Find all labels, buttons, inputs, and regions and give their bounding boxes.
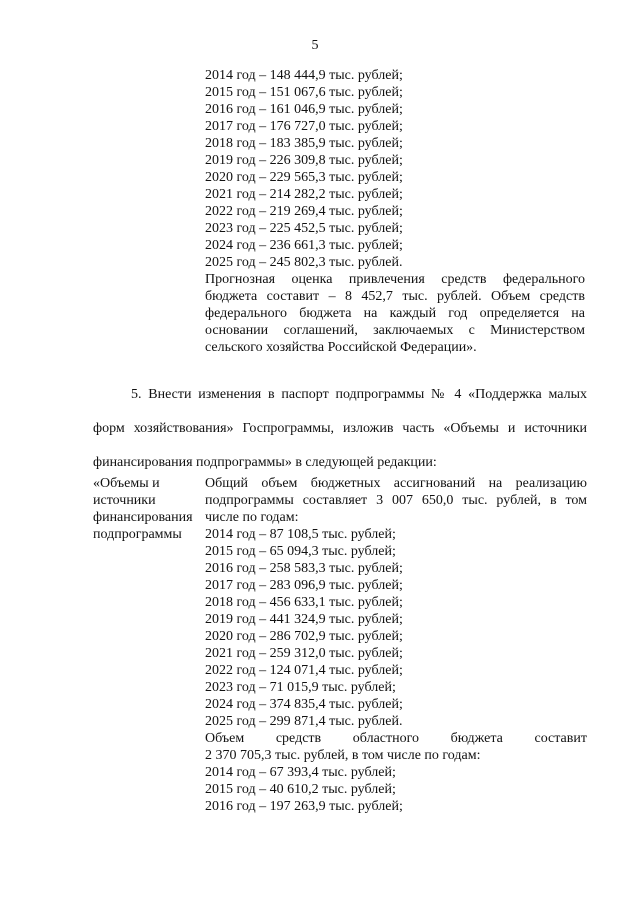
paragraph-line: 5. Внести изменения в паспорт подпрограммы № 4 «Поддержка малых [131, 387, 587, 402]
year-line: 2021 год – 214 282,2 тыс. рублей; [205, 187, 403, 202]
item-5-paragraph [93, 386, 587, 471]
intro-line: числе по годам: [205, 510, 299, 525]
year-line: 2016 год – 161 046,9 тыс. рублей; [205, 102, 403, 117]
page-number: 5 [311, 38, 319, 53]
year-line: 2020 год – 229 565,3 тыс. рублей; [205, 170, 403, 185]
year-line: 2017 год – 176 727,0 тыс. рублей; [205, 119, 403, 134]
year-line: 2022 год – 124 071,4 тыс. рублей; [205, 663, 403, 678]
federal-budget-paragraph [205, 271, 585, 356]
year-line: 2014 год – 148 444,9 тыс. рублей; [205, 68, 403, 83]
year-line: 2016 год – 258 583,3 тыс. рублей; [205, 561, 403, 576]
passport-label [93, 475, 201, 543]
year-line: 2024 год – 374 835,4 тыс. рублей; [205, 697, 403, 712]
year-line: 2016 год – 197 263,9 тыс. рублей; [205, 799, 403, 814]
label-line: подпрограммы [93, 527, 182, 542]
intro-line: Общий объем бюджетных ассигнований на реализацию [205, 476, 587, 491]
year-line: 2024 год – 236 661,3 тыс. рублей; [205, 238, 403, 253]
paragraph-line: форм хозяйствования» Госпрограммы, изложив часть «Объемы и источники [93, 421, 587, 436]
year-line: 2018 год – 183 385,9 тыс. рублей; [205, 136, 403, 151]
year-line: 2015 год – 151 067,6 тыс. рублей; [205, 85, 403, 100]
federal-funding-continuation [205, 67, 585, 356]
paragraph-line: Прогнозная оценка привлечения средств федерального [205, 272, 585, 287]
regional-line: 2 370 705,3 тыс. рублей, в том числе по годам: [205, 748, 481, 763]
year-line: 2018 год – 456 633,1 тыс. рублей; [205, 595, 403, 610]
year-line: 2019 год – 226 309,8 тыс. рублей; [205, 153, 403, 168]
year-line: 2025 год – 245 802,3 тыс. рублей. [205, 255, 403, 270]
year-line: 2014 год – 67 393,4 тыс. рублей; [205, 765, 396, 780]
label-line: источники [93, 493, 156, 508]
label-line: «Объемы и [93, 476, 160, 491]
regional-line: Объем средств областного бюджета составит [205, 731, 587, 746]
year-line: 2023 год – 71 015,9 тыс. рублей; [205, 680, 396, 695]
paragraph-line: финансирования подпрограммы» в следующей редакции: [93, 455, 437, 470]
year-line: 2020 год – 286 702,9 тыс. рублей; [205, 629, 403, 644]
paragraph-line: основании соглашений, заключаемых с Министерством [205, 323, 585, 338]
paragraph-line: бюджета составит – 8 452,7 тыс. рублей. Объем средств [205, 289, 585, 304]
year-line: 2015 год – 65 094,3 тыс. рублей; [205, 544, 396, 559]
passport-body [205, 475, 587, 815]
year-line: 2019 год – 441 324,9 тыс. рублей; [205, 612, 403, 627]
paragraph-line: сельского хозяйства Российской Федерации». [205, 340, 477, 355]
year-line: 2021 год – 259 312,0 тыс. рублей; [205, 646, 403, 661]
year-line: 2017 год – 283 096,9 тыс. рублей; [205, 578, 403, 593]
year-line: 2025 год – 299 871,4 тыс. рублей. [205, 714, 403, 729]
year-line: 2023 год – 225 452,5 тыс. рублей; [205, 221, 403, 236]
paragraph-line: федерального бюджета на каждый год определяется на [205, 306, 585, 321]
intro-line: подпрограммы составляет 3 007 650,0 тыс. рублей, в том [205, 493, 587, 508]
year-line: 2015 год – 40 610,2 тыс. рублей; [205, 782, 396, 797]
label-line: финансирования [93, 510, 193, 525]
year-line: 2014 год – 87 108,5 тыс. рублей; [205, 527, 396, 542]
year-line: 2022 год – 219 269,4 тыс. рублей; [205, 204, 403, 219]
